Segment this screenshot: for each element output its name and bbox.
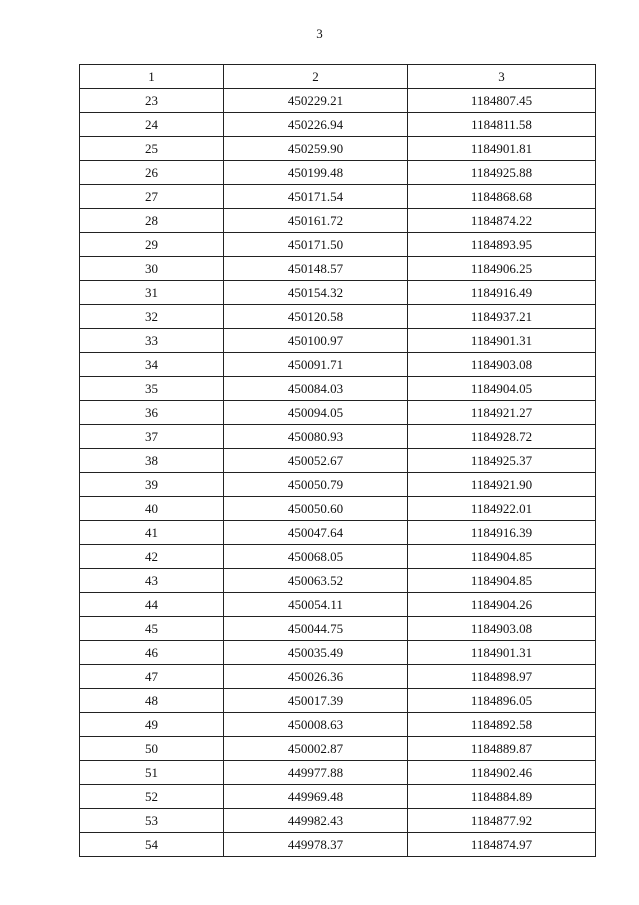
table-row bbox=[80, 593, 596, 617]
table-cell: 1184921.90 bbox=[408, 473, 596, 497]
table-row bbox=[80, 449, 596, 473]
table-cell: 53 bbox=[80, 809, 224, 833]
table-row bbox=[80, 161, 596, 185]
table-cell: 1184877.92 bbox=[408, 809, 596, 833]
table-cell: 1184874.22 bbox=[408, 209, 596, 233]
table-cell: 1184916.49 bbox=[408, 281, 596, 305]
table-cell: 44 bbox=[80, 593, 224, 617]
table-cell: 30 bbox=[80, 257, 224, 281]
table-row bbox=[80, 833, 596, 857]
table-cell: 34 bbox=[80, 353, 224, 377]
table-row bbox=[80, 473, 596, 497]
table-cell: 1184925.37 bbox=[408, 449, 596, 473]
table-cell: 449982.43 bbox=[224, 809, 408, 833]
table-cell: 449978.37 bbox=[224, 833, 408, 857]
table-cell: 1184916.39 bbox=[408, 521, 596, 545]
table-row bbox=[80, 497, 596, 521]
table-cell: 450091.71 bbox=[224, 353, 408, 377]
table-cell: 450084.03 bbox=[224, 377, 408, 401]
table-cell: 24 bbox=[80, 113, 224, 137]
table-cell: 1184901.81 bbox=[408, 137, 596, 161]
table-cell: 450052.67 bbox=[224, 449, 408, 473]
table-cell: 450068.05 bbox=[224, 545, 408, 569]
table-cell: 450148.57 bbox=[224, 257, 408, 281]
table-cell: 450100.97 bbox=[224, 329, 408, 353]
table-row bbox=[80, 257, 596, 281]
table-cell: 450044.75 bbox=[224, 617, 408, 641]
table-cell: 1184884.89 bbox=[408, 785, 596, 809]
table-cell: 1184893.95 bbox=[408, 233, 596, 257]
table-cell: 450002.87 bbox=[224, 737, 408, 761]
table-cell: 450017.39 bbox=[224, 689, 408, 713]
table-cell: 25 bbox=[80, 137, 224, 161]
table-cell: 1184874.97 bbox=[408, 833, 596, 857]
table-cell: 450050.79 bbox=[224, 473, 408, 497]
table-body bbox=[80, 89, 596, 857]
table-cell: 450171.54 bbox=[224, 185, 408, 209]
table-cell: 1184807.45 bbox=[408, 89, 596, 113]
table-cell: 27 bbox=[80, 185, 224, 209]
table-cell: 40 bbox=[80, 497, 224, 521]
table-cell: 51 bbox=[80, 761, 224, 785]
table-cell: 37 bbox=[80, 425, 224, 449]
table-cell: 42 bbox=[80, 545, 224, 569]
table-cell: 450050.60 bbox=[224, 497, 408, 521]
table-cell: 52 bbox=[80, 785, 224, 809]
table-row bbox=[80, 233, 596, 257]
column-header-3: 3 bbox=[408, 65, 596, 89]
table-row bbox=[80, 377, 596, 401]
table-row bbox=[80, 569, 596, 593]
table-cell: 450080.93 bbox=[224, 425, 408, 449]
table-cell: 47 bbox=[80, 665, 224, 689]
table-cell: 1184921.27 bbox=[408, 401, 596, 425]
table-cell: 450063.52 bbox=[224, 569, 408, 593]
table-cell: 1184901.31 bbox=[408, 641, 596, 665]
table-cell: 1184898.97 bbox=[408, 665, 596, 689]
table-cell: 1184925.88 bbox=[408, 161, 596, 185]
table-row bbox=[80, 665, 596, 689]
table-row bbox=[80, 401, 596, 425]
table-row bbox=[80, 425, 596, 449]
table-cell: 23 bbox=[80, 89, 224, 113]
table-cell: 41 bbox=[80, 521, 224, 545]
table-cell: 54 bbox=[80, 833, 224, 857]
table-cell: 1184904.85 bbox=[408, 545, 596, 569]
table-cell: 1184906.25 bbox=[408, 257, 596, 281]
table-cell: 43 bbox=[80, 569, 224, 593]
coordinates-table-container bbox=[79, 64, 596, 857]
table-cell: 1184904.85 bbox=[408, 569, 596, 593]
table-cell: 1184896.05 bbox=[408, 689, 596, 713]
table-row bbox=[80, 617, 596, 641]
table-cell: 26 bbox=[80, 161, 224, 185]
table-cell: 449969.48 bbox=[224, 785, 408, 809]
table-row bbox=[80, 353, 596, 377]
table-cell: 1184904.05 bbox=[408, 377, 596, 401]
table-cell: 1184903.08 bbox=[408, 617, 596, 641]
coordinates-table bbox=[79, 64, 596, 857]
table-cell: 49 bbox=[80, 713, 224, 737]
table-cell: 46 bbox=[80, 641, 224, 665]
table-cell: 450035.49 bbox=[224, 641, 408, 665]
table-cell: 1184922.01 bbox=[408, 497, 596, 521]
table-row bbox=[80, 281, 596, 305]
table-cell: 449977.88 bbox=[224, 761, 408, 785]
table-cell: 450008.63 bbox=[224, 713, 408, 737]
table-row bbox=[80, 689, 596, 713]
table-cell: 1184901.31 bbox=[408, 329, 596, 353]
table-cell: 32 bbox=[80, 305, 224, 329]
table-cell: 1184902.46 bbox=[408, 761, 596, 785]
table-row bbox=[80, 305, 596, 329]
table-row bbox=[80, 137, 596, 161]
table-cell: 450199.48 bbox=[224, 161, 408, 185]
table-cell: 450259.90 bbox=[224, 137, 408, 161]
table-cell: 450171.50 bbox=[224, 233, 408, 257]
page-number: 3 bbox=[316, 26, 323, 41]
column-header-2: 2 bbox=[224, 65, 408, 89]
table-cell: 35 bbox=[80, 377, 224, 401]
table-cell: 1184928.72 bbox=[408, 425, 596, 449]
table-cell: 450229.21 bbox=[224, 89, 408, 113]
table-row bbox=[80, 545, 596, 569]
table-cell: 38 bbox=[80, 449, 224, 473]
table-cell: 48 bbox=[80, 689, 224, 713]
table-cell: 29 bbox=[80, 233, 224, 257]
table-cell: 50 bbox=[80, 737, 224, 761]
table-cell: 450026.36 bbox=[224, 665, 408, 689]
table-row bbox=[80, 641, 596, 665]
table-cell: 1184889.87 bbox=[408, 737, 596, 761]
table-row bbox=[80, 329, 596, 353]
table-cell: 450054.11 bbox=[224, 593, 408, 617]
table-cell: 33 bbox=[80, 329, 224, 353]
table-cell: 28 bbox=[80, 209, 224, 233]
table-row bbox=[80, 785, 596, 809]
table-cell: 1184904.26 bbox=[408, 593, 596, 617]
table-cell: 450226.94 bbox=[224, 113, 408, 137]
table-cell: 45 bbox=[80, 617, 224, 641]
table-cell: 450094.05 bbox=[224, 401, 408, 425]
table-row bbox=[80, 113, 596, 137]
table-cell: 450120.58 bbox=[224, 305, 408, 329]
table-cell: 450154.32 bbox=[224, 281, 408, 305]
table-row bbox=[80, 185, 596, 209]
table-cell: 36 bbox=[80, 401, 224, 425]
table-cell: 1184903.08 bbox=[408, 353, 596, 377]
table-row bbox=[80, 89, 596, 113]
table-header-row bbox=[80, 65, 596, 89]
table-row bbox=[80, 209, 596, 233]
table-cell: 1184892.58 bbox=[408, 713, 596, 737]
table-row bbox=[80, 809, 596, 833]
table-cell: 1184811.58 bbox=[408, 113, 596, 137]
table-row bbox=[80, 737, 596, 761]
table-cell: 450047.64 bbox=[224, 521, 408, 545]
table-row bbox=[80, 713, 596, 737]
table-row bbox=[80, 521, 596, 545]
column-header-1: 1 bbox=[80, 65, 224, 89]
table-cell: 1184937.21 bbox=[408, 305, 596, 329]
table-cell: 39 bbox=[80, 473, 224, 497]
table-cell: 31 bbox=[80, 281, 224, 305]
table-cell: 1184868.68 bbox=[408, 185, 596, 209]
table-cell: 450161.72 bbox=[224, 209, 408, 233]
table-row bbox=[80, 761, 596, 785]
